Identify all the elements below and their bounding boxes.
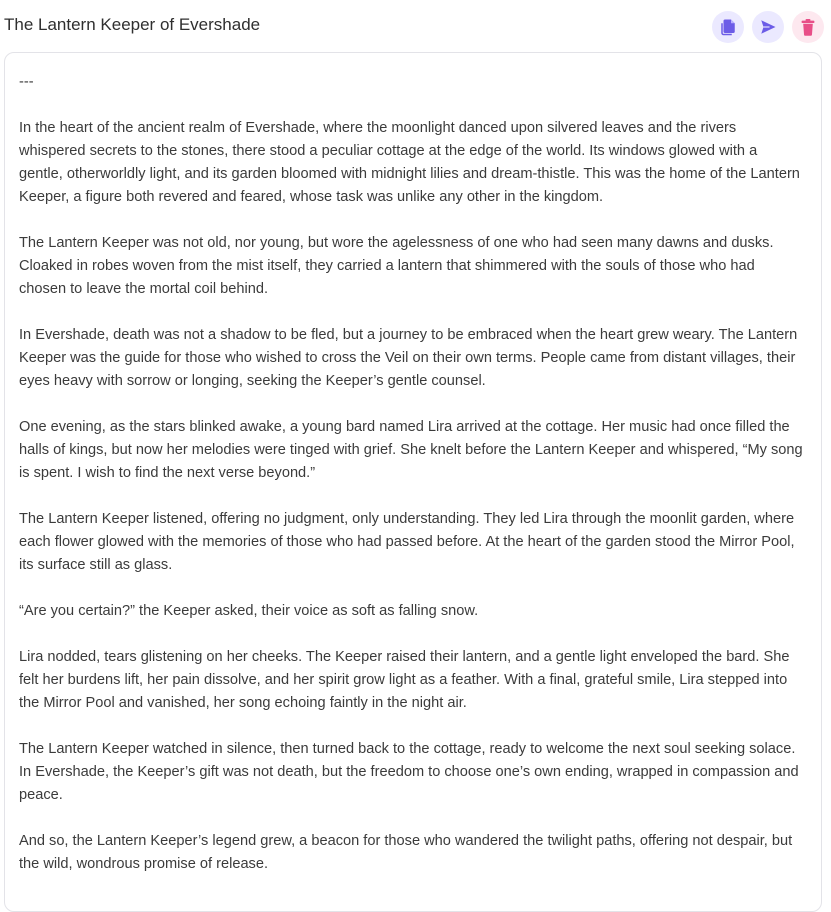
paragraph-9: And so, the Lantern Keeper’s legend grew, a beacon for those who wandered the twilight paths, offering not despair, but the wild, wondrous promise of release. (19, 833, 793, 872)
delete-button[interactable] (792, 11, 824, 43)
paragraph-4: One evening, as the stars blinked awake, a young bard named Lira arrived at the cottage. Her music had once filled the halls of kings, but now her melodies were tinged with grief. She knelt before the Lantern Keeper and whispered, “My song is spent. I wish to find the next verse beyond.” (19, 419, 803, 481)
story-card (4, 52, 822, 912)
separator: --- (19, 74, 34, 90)
paragraph-5: The Lantern Keeper listened, offering no judgment, only understanding. They led Lira through the moonlit garden, where each flower glowed with the memories of those who had passed before. At the heart of the garden stood the Mirror Pool, its surface still as glass. (19, 511, 795, 573)
send-icon (759, 18, 777, 36)
paragraph-7: Lira nodded, tears glistening on her cheeks. The Keeper raised their lantern, and a gentle light enveloped the bard. She felt her burdens lift, her pain dissolve, and her spirit grow light as a feather. With a final, grateful smile, Lira stepped into the Mirror Pool and vanished, her song echoing faintly in the night air. (19, 649, 790, 711)
header (0, 0, 831, 52)
paragraph-3: In Evershade, death was not a shadow to be fled, but a journey to be embraced when the heart grew weary. The Lantern Keeper was the guide for those who wished to cross the Veil on their own terms. People came from distant villages, their eyes heavy with sorrow or longing, seeking the Keeper’s gentle counsel. (19, 327, 798, 389)
paragraph-6: “Are you certain?” the Keeper asked, their voice as soft as falling snow. (19, 603, 479, 619)
page-title: The Lantern Keeper of Evershade (4, 15, 261, 34)
trash-icon (800, 18, 816, 36)
story-content (19, 71, 804, 899)
send-button[interactable] (752, 11, 784, 43)
copy-icon (719, 18, 737, 36)
paragraph-1: In the heart of the ancient realm of Evershade, where the moonlight danced upon silvered leaves and the rivers whispered secrets to the stones, there stood a peculiar cottage at the edge of the world. Its windows glowed with a gentle, otherworldly light, and its garden bloomed with midnight lilies and dream-thistle. This was the home of the Lantern Keeper, a figure both revered and feared, whose task was unlike any other in the kingdom. (19, 120, 800, 205)
paragraph-8: The Lantern Keeper watched in silence, then turned back to the cottage, ready to welcome the next soul seeking solace. In Evershade, the Keeper’s gift was not death, but the freedom to choose one’s own ending, wrapped in compassion and peace. (19, 741, 799, 803)
copy-button[interactable] (712, 11, 744, 43)
paragraph-2: The Lantern Keeper was not old, nor young, but wore the agelessness of one who had seen many dawns and dusks. Cloaked in robes woven from the mist itself, they carried a lantern that shimmered with the souls of those who had chosen to leave the mortal coil behind. (19, 235, 774, 297)
